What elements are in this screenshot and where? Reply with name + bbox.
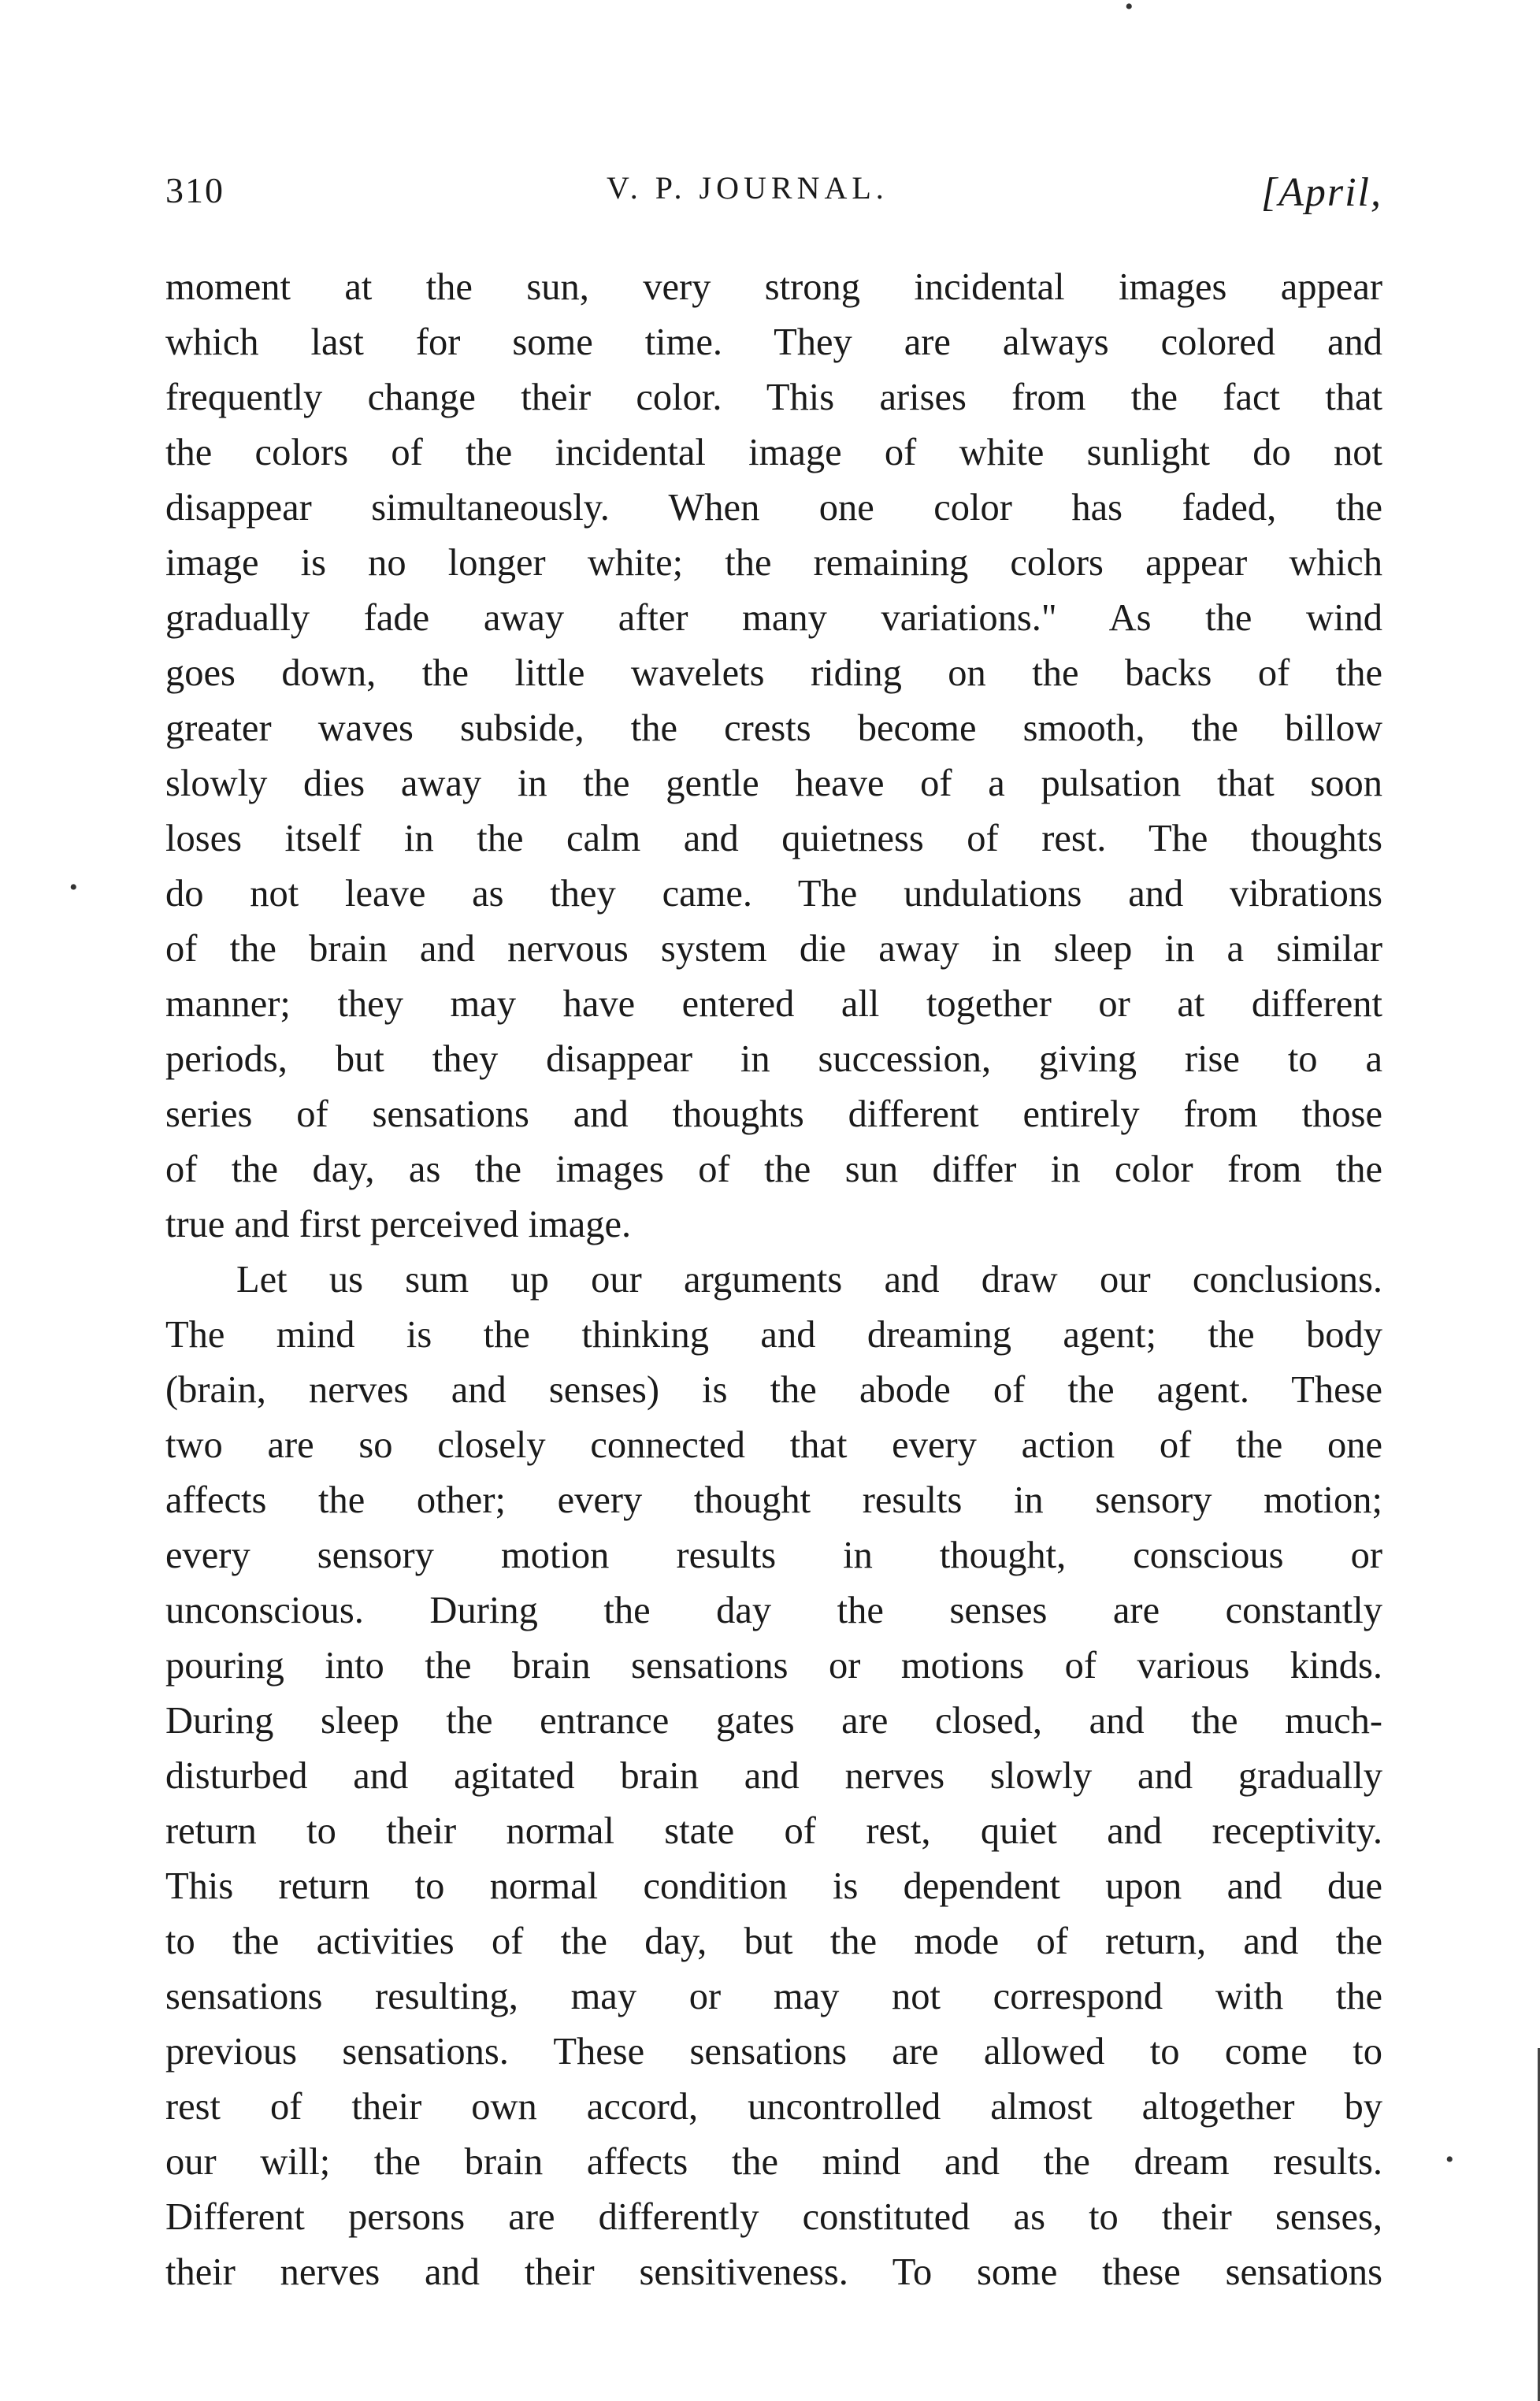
text-line: their nerves and their sensitiveness. To some these sensations xyxy=(165,2251,1382,2293)
text-line: rest of their own accord, uncontrolled almost altogether by xyxy=(165,2086,1382,2128)
running-title: V. P. JOURNAL. xyxy=(607,170,889,206)
text-line: affects the other; every thought results in sensory motion; xyxy=(165,1479,1382,1521)
text-line: our will; the brain affects the mind and the dream results. xyxy=(165,2141,1382,2183)
margin-dot: • xyxy=(1445,2147,1454,2173)
text-line: image is no longer white; the remaining colors appear which xyxy=(165,542,1382,584)
text-line: every sensory motion results in thought, conscious or xyxy=(165,1534,1382,1576)
text-line: gradually fade away after many variations." As the wind xyxy=(165,597,1382,639)
text-line: which last for some time. They are always colored and xyxy=(165,321,1382,363)
text-line: return to their normal state of rest, quiet and receptivity. xyxy=(165,1810,1382,1852)
text-line: Let us sum up our arguments and draw our conclusions. xyxy=(236,1259,1382,1301)
text-line: moment at the sun, very strong incidental images appear xyxy=(165,266,1382,308)
page-number: 310 xyxy=(165,170,225,210)
text-line: of the day, as the images of the sun differ in color from the xyxy=(165,1149,1382,1190)
margin-dot: • xyxy=(1125,0,1134,20)
text-line: periods, but they disappear in succession, giving rise to a xyxy=(165,1038,1382,1080)
margin-dot: • xyxy=(69,874,78,900)
text-line: Different persons are differently constituted as to their senses, xyxy=(165,2196,1382,2238)
text-line: to the activities of the day, but the mode of return, and the xyxy=(165,1920,1382,1962)
paragraph-1 xyxy=(165,260,1382,1252)
text-line: This return to normal condition is dependent upon and due xyxy=(165,1865,1382,1907)
text-line: frequently change their color. This arises from the fact that xyxy=(165,377,1382,418)
text-line: unconscious. During the day the senses are constantly xyxy=(165,1590,1382,1631)
text-line: disappear simultaneously. When one color has faded, the xyxy=(165,487,1382,529)
text-line: true and first perceived image. xyxy=(165,1204,632,1245)
text-line: (brain, nerves and senses) is the abode of the agent. These xyxy=(165,1369,1382,1411)
running-date: [April, xyxy=(1260,170,1382,215)
text-line: sensations resulting, may or may not correspond with the xyxy=(165,1976,1382,2017)
text-line: During sleep the entrance gates are closed, and the much- xyxy=(165,1700,1382,1742)
page-header xyxy=(165,169,1382,225)
text-line: goes down, the little wavelets riding on the backs of the xyxy=(165,652,1382,694)
text-line: previous sensations. These sensations are allowed to come to xyxy=(165,2031,1382,2073)
text-line: pouring into the brain sensations or motions of various kinds. xyxy=(165,1645,1382,1687)
text-line: The mind is the thinking and dreaming agent; the body xyxy=(165,1314,1382,1356)
text-line: loses itself in the calm and quietness of rest. The thoughts xyxy=(165,818,1382,859)
text-line: do not leave as they came. The undulations and vibrations xyxy=(165,873,1382,915)
text-line: two are so closely connected that every action of the one xyxy=(165,1424,1382,1466)
text-line: slowly dies away in the gentle heave of a pulsation that soon xyxy=(165,763,1382,804)
body-text xyxy=(165,260,1382,2300)
paragraph-2 xyxy=(165,1252,1382,2300)
text-line: greater waves subside, the crests become smooth, the billow xyxy=(165,707,1382,749)
text-line: of the brain and nervous system die away in sleep in a similar xyxy=(165,928,1382,970)
text-line: series of sensations and thoughts different entirely from those xyxy=(165,1093,1382,1135)
text-line: the colors of the incidental image of white sunlight do not xyxy=(165,432,1382,473)
text-line: disturbed and agitated brain and nerves slowly and gradually xyxy=(165,1755,1382,1797)
text-line: manner; they may have entered all together or at different xyxy=(165,983,1382,1025)
